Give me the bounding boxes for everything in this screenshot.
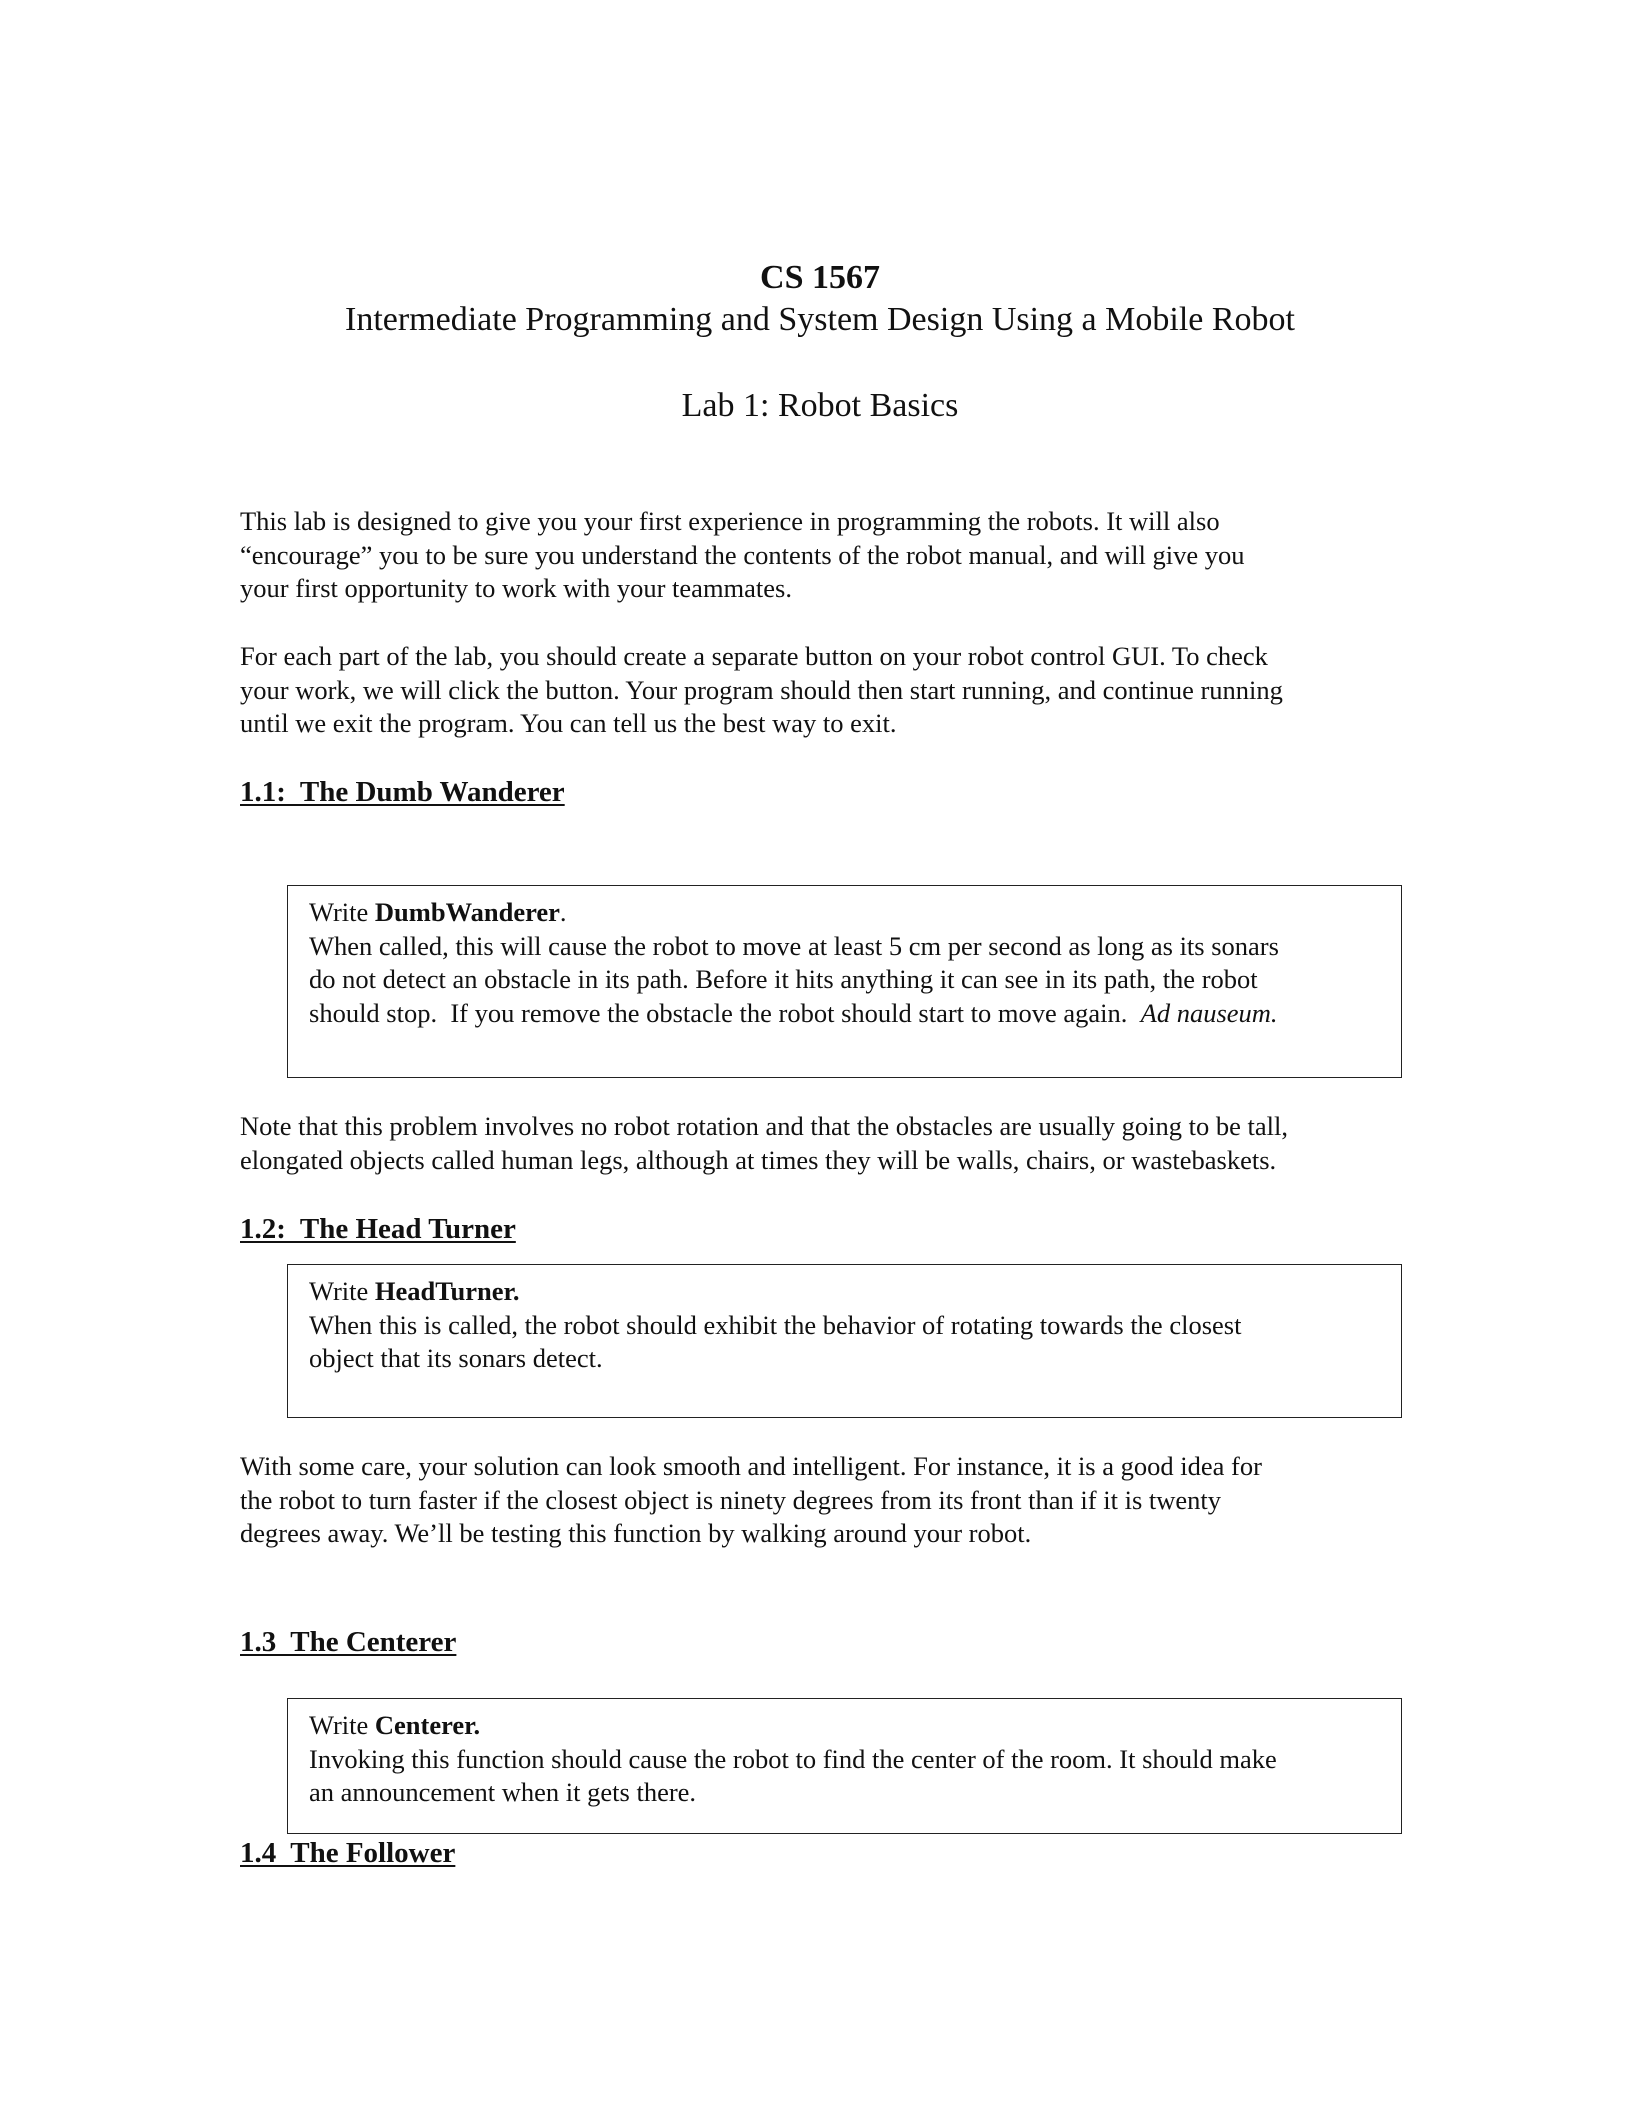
instructions-paragraph — [240, 640, 1410, 741]
section-heading-1-1: 1.1: The Dumb Wanderer — [240, 776, 565, 808]
note-paragraph-1-1 — [240, 1110, 1410, 1177]
task-box-line-text: should stop. If you remove the obstacle the robot should start to move again. — [309, 997, 1141, 1028]
instructions-line: For each part of the lab, you should create a separate button on your robot control GUI. To check — [240, 641, 1268, 671]
task-box-title — [309, 896, 1383, 930]
write-prefix: Write — [309, 1276, 375, 1306]
task-box-title — [309, 1709, 1383, 1743]
name-suffix: . — [559, 897, 567, 927]
note-paragraph-1-2 — [240, 1450, 1410, 1551]
note-line: the robot to turn faster if the closest object is ninety degrees from its front than if it is twenty — [240, 1484, 1222, 1515]
task-box-line: Invoking this function should cause the robot to find the center of the room. It should make — [309, 1743, 1277, 1774]
intro-line: your first opportunity to work with your teammates. — [240, 573, 792, 603]
task-box-line: When called, this will cause the robot to move at least 5 cm per second as long as its sonars — [309, 930, 1279, 961]
section-heading-1-3: 1.3 The Centerer — [240, 1626, 457, 1658]
function-name: HeadTurner. — [374, 1276, 520, 1306]
function-name: DumbWanderer — [374, 897, 560, 927]
note-line: Note that this problem involves no robot rotation and that the obstacles are usually going to be tall, — [240, 1111, 1289, 1141]
write-prefix: Write — [309, 897, 375, 927]
lab-title: Lab 1: Robot Basics — [681, 387, 959, 424]
section-heading-1-4: 1.4 The Follower — [240, 1837, 456, 1869]
section-heading-1-2: 1.2: The Head Turner — [240, 1213, 516, 1245]
task-box-line: When this is called, the robot should exhibit the behavior of rotating towards the closest — [309, 1309, 1242, 1340]
task-box-line: object that its sonars detect. — [309, 1343, 603, 1373]
task-box-italic-text: Ad nauseum. — [1140, 997, 1278, 1028]
intro-line: This lab is designed to give you your first experience in programming the robots. It will also — [240, 506, 1220, 536]
write-prefix: Write — [309, 1710, 375, 1740]
instructions-line: your work, we will click the button. Your program should then start running, and continue running — [240, 674, 1283, 705]
task-box-centerer — [287, 1698, 1402, 1834]
intro-line: “encourage” you to be sure you understand the contents of the robot manual, and will give you — [240, 539, 1245, 570]
task-box-line: do not detect an obstacle in its path. Before it hits anything it can see in its path, the robot — [309, 964, 1258, 994]
note-line: With some care, your solution can look smooth and intelligent. For instance, it is a good idea for — [240, 1451, 1262, 1481]
task-box-title — [309, 1275, 1383, 1309]
note-line: elongated objects called human legs, although at times they will be walls, chairs, or wastebaskets. — [240, 1144, 1277, 1175]
task-box-dumb-wanderer — [287, 885, 1402, 1078]
task-box-head-turner — [287, 1264, 1402, 1418]
intro-paragraph — [240, 505, 1410, 606]
instructions-line: until we exit the program. You can tell us the best way to exit. — [240, 708, 897, 738]
task-box-line: an announcement when it gets there. — [309, 1777, 697, 1807]
note-line: degrees away. We’ll be testing this function by walking around your robot. — [240, 1518, 1032, 1548]
course-title: Intermediate Programming and System Design Using a Mobile Robot — [345, 301, 1295, 338]
function-name: Centerer. — [374, 1710, 481, 1740]
course-code: CS 1567 — [760, 259, 880, 296]
task-box-line — [309, 997, 1383, 1031]
